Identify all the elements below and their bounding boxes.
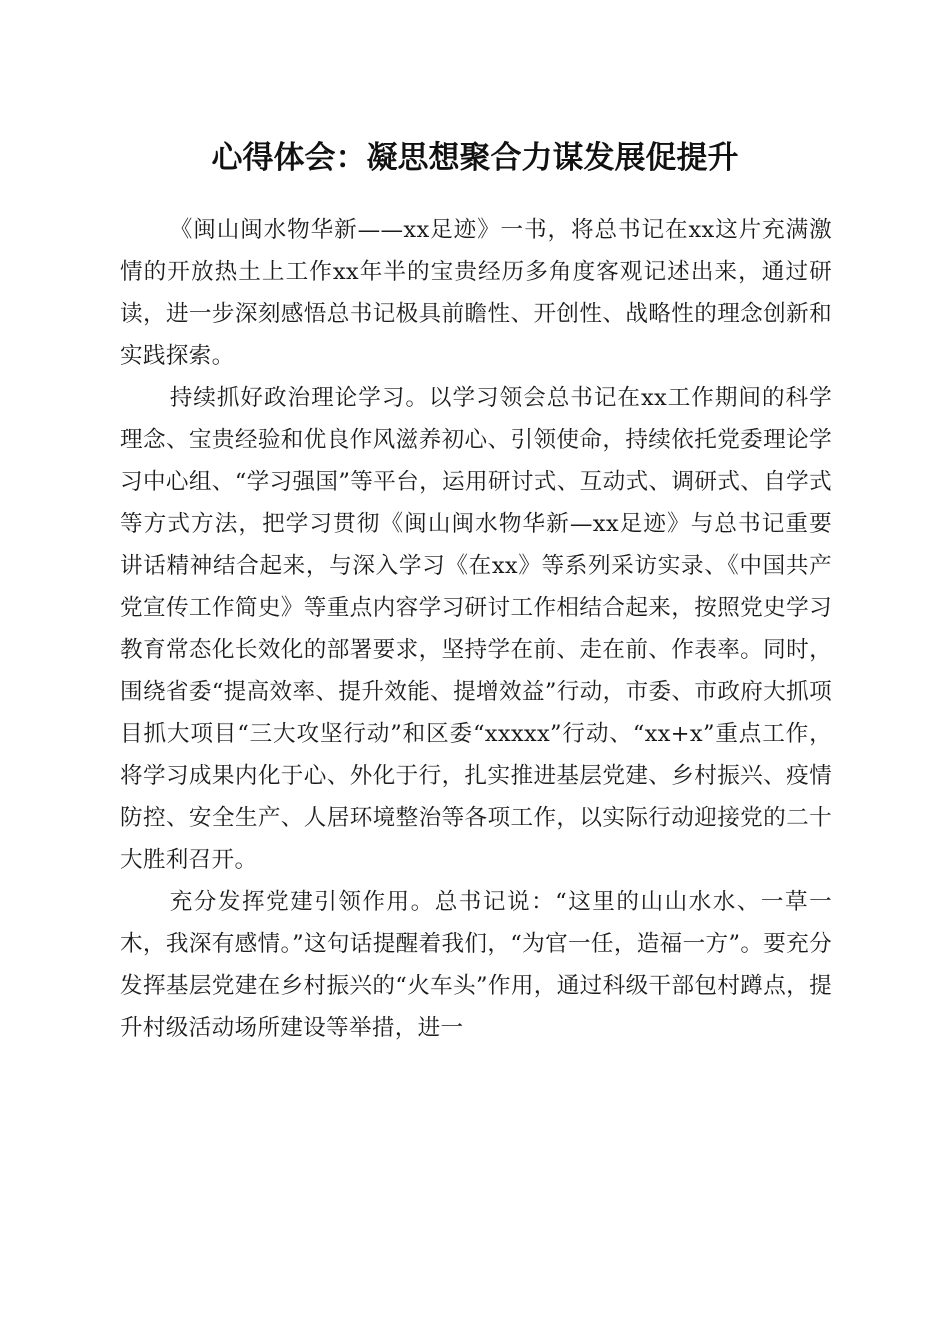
- paragraph-intro: 《闽山闽水物华新——xx足迹》一书，将总书记在xx这片充满激情的开放热土上工作xx年半的宝贵经历多角度客观记述出来，通过研读，进一步深刻感悟总书记极具前瞻性、开创性、战略性的理念创新和实践探索。: [120, 217, 832, 369]
- document-title: 心得体会：凝思想聚合力谋发展促提升: [211, 140, 739, 176]
- document-body: [120, 209, 832, 1049]
- paragraph-theory-study: 持续抓好政治理论学习。以学习领会总书记在xx工作期间的科学理念、宝贵经验和优良作风滋养初心、引领使命，持续依托党委理论学习中心组、“学习强国”等平台，运用研讨式、互动式、调研式、自学式等方式方法，把学习贯彻《闽山闽水物华新—xx足迹》与总书记重要讲话精神结合起来，与深入学习《在xx》等系列采访实录、《中国共产党宣传工作简史》等重点内容学习研讨工作相结合起来，按照党史学习教育常态化长效化的部署要求，坚持学在前、走在前、作表率。同时，围绕省委“提高效率、提升效能、提增效益”行动，市委、市政府大抓项目抓大项目“三大攻坚行动”和区委“xxxxx”行动、“xx+x”重点工作，将学习成果内化于心、外化于行，扎实推进基层党建、乡村振兴、疫情防控、安全生产、人居环境整治等各项工作，以实际行动迎接党的二十大胜利召开。: [120, 385, 832, 873]
- paragraph-party-leadership: 充分发挥党建引领作用。总书记说：“这里的山山水水、一草一木，我深有感情。”这句话提醒着我们，“为官一任，造福一方”。要充分发挥基层党建在乡村振兴的“火车头”作用，通过科级干部包村蹲点，提升村级活动场所建设等举措，进一: [120, 889, 832, 1041]
